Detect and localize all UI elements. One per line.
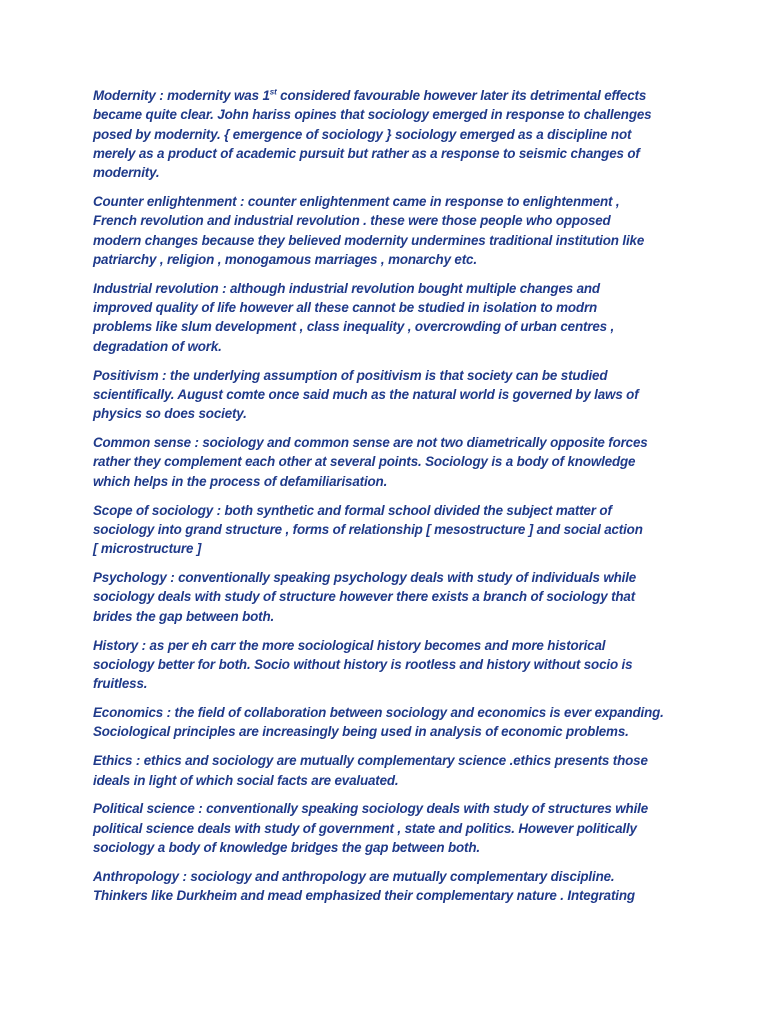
paragraph-line: rather they complement each other at several points. Sociology is a body of knowledge bbox=[93, 454, 636, 470]
paragraph-line: Common sense : sociology and common sense are not two diametrically opposite forces bbox=[93, 435, 648, 451]
paragraph-counter-enlightenment bbox=[93, 192, 683, 269]
paragraph-line: Positivism : the underlying assumption of positivism is that society can be studied bbox=[93, 367, 608, 383]
paragraph-positivism bbox=[93, 366, 683, 424]
paragraph-ethics bbox=[93, 751, 683, 790]
paragraph-line: became quite clear. John hariss opines that sociology emerged in response to challenges bbox=[93, 107, 652, 123]
paragraph-common-sense bbox=[93, 433, 683, 491]
paragraph-line: political science deals with study of government , state and politics. However politically bbox=[93, 820, 637, 836]
superscript: st bbox=[269, 87, 277, 97]
paragraph-scope-of-sociology bbox=[93, 501, 683, 559]
paragraph-line-text: Modernity : modernity was 1 bbox=[93, 88, 270, 103]
paragraph-line: fruitless. bbox=[93, 676, 148, 692]
paragraph-line: modern changes because they believed modernity undermines traditional institution like bbox=[93, 232, 645, 248]
paragraph-line: patriarchy , religion , monogamous marriages , monarchy etc. bbox=[93, 251, 477, 267]
paragraph-line: Economics : the field of collaboration between sociology and economics is ever expanding. bbox=[93, 705, 664, 721]
paragraph-economics bbox=[93, 703, 683, 742]
paragraph-political-science bbox=[93, 799, 683, 857]
paragraph-line: sociology a body of knowledge bridges the gap between both. bbox=[93, 840, 480, 856]
paragraph-line: physics so does society. bbox=[93, 406, 247, 422]
paragraph-line: problems like slum development , class inequality , overcrowding of urban centres , bbox=[93, 319, 615, 335]
paragraph-line: Ethics : ethics and sociology are mutually complementary science .ethics presents those bbox=[93, 753, 648, 769]
paragraph-line: which helps in the process of defamiliarisation. bbox=[93, 473, 388, 489]
paragraph-line: sociology better for both. Socio without history is rootless and history without socio is bbox=[93, 656, 633, 672]
paragraph-line-text: considered favourable however later its detrimental effects bbox=[276, 88, 647, 103]
paragraph-line: Industrial revolution : although industrial revolution bought multiple changes and bbox=[93, 280, 600, 296]
paragraph-line: Anthropology : sociology and anthropology are mutually complementary discipline. bbox=[93, 868, 615, 884]
paragraph-line: French revolution and industrial revolution . these were those people who opposed bbox=[93, 213, 611, 229]
paragraph-line: sociology into grand structure , forms of relationship [ mesostructure ] and social action bbox=[93, 521, 643, 537]
paragraph-line: posed by modernity. { emergence of sociology } sociology emerged as a discipline not bbox=[93, 126, 632, 142]
paragraph-industrial-revolution bbox=[93, 279, 683, 356]
paragraph-line: [ microstructure ] bbox=[93, 541, 202, 557]
paragraph-line: Thinkers like Durkheim and mead emphasized their complementary nature . Integrating bbox=[93, 888, 635, 904]
paragraph-anthropology bbox=[93, 867, 683, 906]
paragraph-line: Scope of sociology : both synthetic and formal school divided the subject matter of bbox=[93, 502, 612, 518]
paragraph-line: degradation of work. bbox=[93, 338, 222, 354]
paragraph-psychology bbox=[93, 568, 683, 626]
paragraph-modernity bbox=[93, 86, 683, 182]
paragraph-history bbox=[93, 636, 683, 694]
paragraph-line: improved quality of life however all these cannot be studied in isolation to modrn bbox=[93, 300, 598, 316]
paragraph-line: ideals in light of which social facts are evaluated. bbox=[93, 772, 399, 788]
document-page bbox=[93, 86, 683, 915]
paragraph-line: merely as a product of academic pursuit but rather as a response to seismic changes of bbox=[93, 145, 640, 161]
paragraph-line: Psychology : conventionally speaking psychology deals with study of individuals while bbox=[93, 570, 637, 586]
paragraph-line: Political science : conventionally speaking sociology deals with study of structures while bbox=[93, 801, 649, 817]
paragraph-line: Counter enlightenment : counter enlightenment came in response to enlightenment , bbox=[93, 194, 620, 210]
paragraph-line: History : as per eh carr the more sociological history becomes and more historical bbox=[93, 637, 606, 653]
paragraph-line bbox=[93, 86, 683, 105]
paragraph-line: Sociological principles are increasingly being used in analysis of economic problems. bbox=[93, 724, 629, 740]
paragraph-line: modernity. bbox=[93, 165, 160, 181]
paragraph-line: sociology deals with study of structure however there exists a branch of sociology that bbox=[93, 589, 636, 605]
paragraph-line: brides the gap between both. bbox=[93, 608, 275, 624]
paragraph-line: scientifically. August comte once said much as the natural world is governed by laws of bbox=[93, 386, 639, 402]
